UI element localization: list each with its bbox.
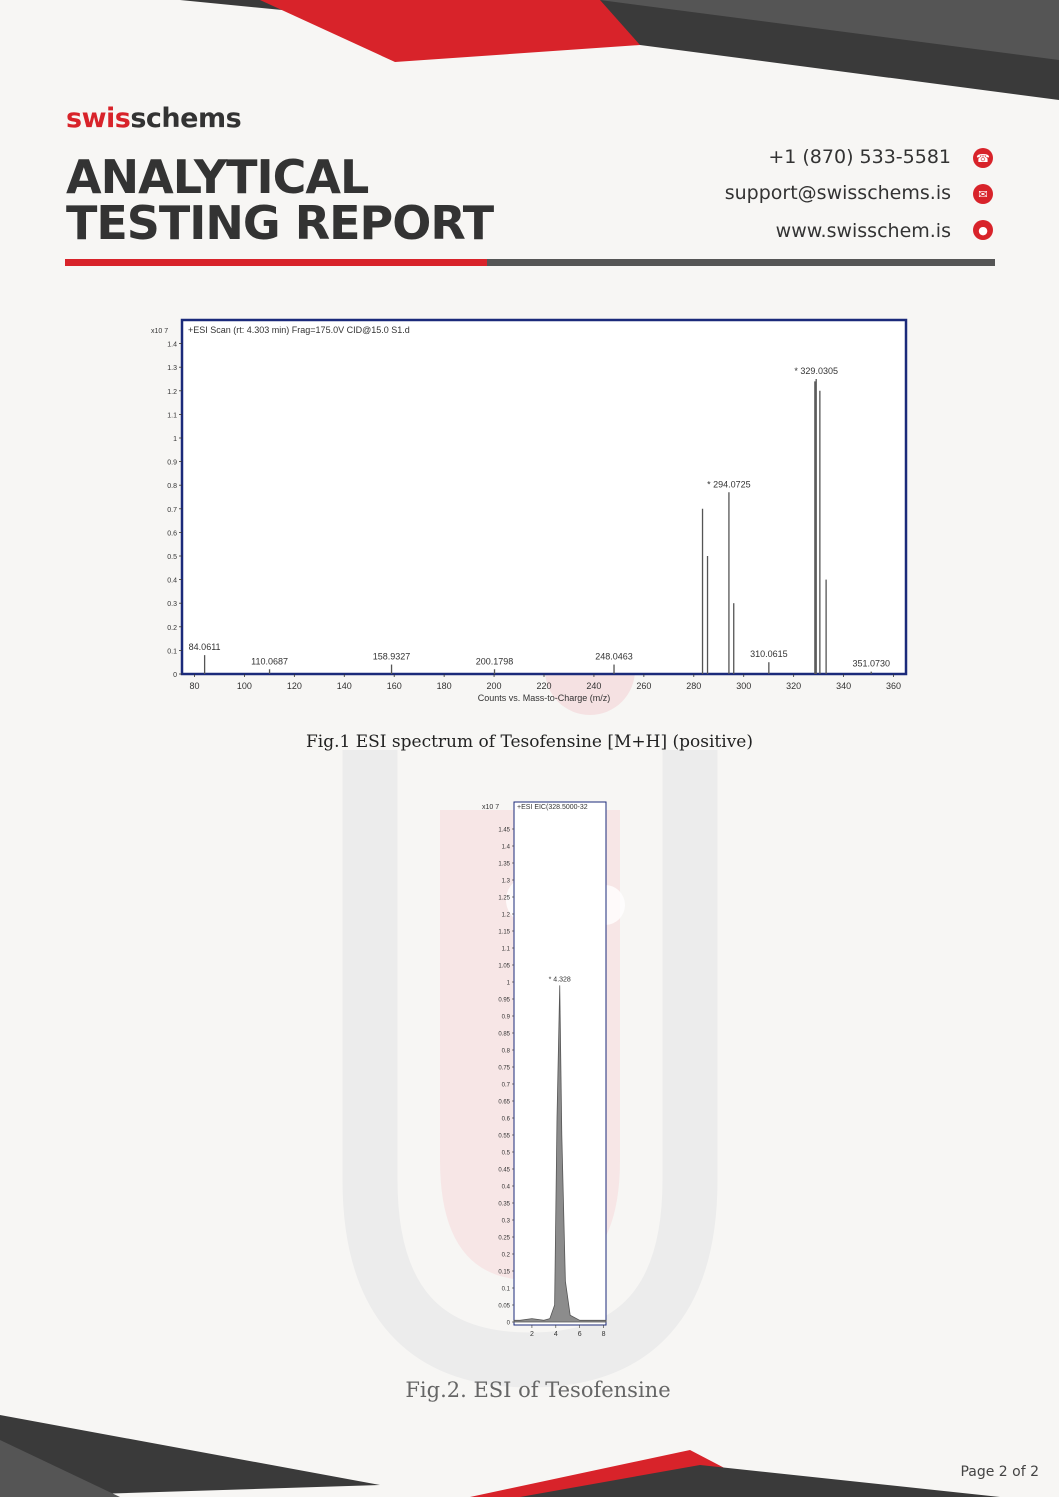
fig1-x-tick-label: 120 — [286, 681, 302, 691]
fig1-y-tick-label: 0.4 — [167, 577, 177, 585]
fig1-y-tick-label: 1.3 — [167, 365, 177, 373]
fig1-x-tick-label: 340 — [836, 681, 852, 691]
fig2-title: +ESI EIC(328.5000-32 — [517, 804, 588, 811]
header-decoration — [0, 0, 1059, 110]
page-number: Page 2 of 2 — [960, 1464, 1039, 1480]
fig1-peak-label: 158.9327 — [372, 651, 411, 662]
fig1-x-tick-label: 280 — [686, 681, 702, 691]
fig1-y-tick-label: 1.2 — [167, 388, 177, 396]
fig1-y-tick-label: 0 — [173, 672, 177, 679]
fig2-y-tick-label: 1.45 — [498, 827, 510, 834]
fig2-y-tick-label: 0.9 — [501, 1014, 510, 1021]
report-title-line1: ANALYTICAL — [66, 150, 369, 204]
fig2-y-tick-label: 0.4 — [501, 1184, 510, 1191]
fig2-x-tick-label: 8 — [601, 1331, 606, 1338]
footer-decoration — [0, 1410, 1059, 1497]
fig2-y-tick-label: 1.05 — [498, 963, 510, 970]
fig1-y-tick-label: 0.9 — [167, 459, 177, 467]
fig1-x-tick-label: 180 — [436, 681, 452, 691]
brand-part3: schems — [130, 103, 242, 134]
fig1-peak-label: * 294.0725 — [707, 479, 751, 490]
fig2-y-tick-label: 0.85 — [498, 1031, 510, 1038]
fig2-y-tick-label: 1.15 — [498, 929, 510, 936]
fig2-y-tick-label: 1.35 — [498, 861, 510, 868]
brand-logo — [66, 103, 241, 134]
fig1-peak-label: 351.0730 — [852, 658, 891, 669]
header-divider — [65, 259, 995, 266]
fig1-peak-label: 248.0463 — [595, 651, 633, 662]
fig2-x-tick-label: 4 — [553, 1331, 558, 1338]
fig2-y-tick-label: 0.5 — [501, 1150, 510, 1157]
fig2-y-tick-label: 0.1 — [501, 1286, 510, 1293]
fig1-peak-label: 200.1798 — [475, 656, 514, 667]
fig1-x-tick-label: 80 — [189, 681, 200, 691]
fig2-y-tick-label: 0.7 — [501, 1082, 510, 1089]
fig2-y-tick-label: 0.95 — [498, 997, 510, 1004]
fig1-x-label: Counts vs. Mass-to-Charge (m/z) — [477, 693, 611, 703]
fig2-y-tick-label: 0.8 — [501, 1048, 510, 1055]
figure2-caption: Fig.2. ESI of Tesofensine — [405, 1378, 671, 1402]
fig2-y-tick-label: 0.35 — [498, 1201, 510, 1208]
fig1-peak-label: * 329.0305 — [794, 366, 838, 376]
fig1-x-tick-label: 160 — [386, 681, 402, 691]
fig1-x-tick-label: 220 — [536, 681, 552, 691]
fig1-peak-label: 84.0611 — [188, 642, 221, 653]
fig2-y-tick-label: 0.45 — [498, 1167, 510, 1174]
fig2-y-tick-label: 1.4 — [501, 844, 510, 851]
fig1-y-tick-label: 0.3 — [167, 601, 177, 609]
fig1-x-tick-label: 360 — [886, 681, 902, 691]
contact-email: support@swisschems.is — [724, 182, 951, 204]
fig1-x-tick-label: 200 — [486, 681, 502, 691]
brand-part1: swi — [66, 103, 115, 134]
figure1-caption: Fig.1 ESI spectrum of Tesofensine [M+H] (positive) — [306, 732, 753, 752]
fig2-y-tick-label: 1.3 — [501, 878, 510, 885]
fig1-title: +ESI Scan (rt: 4.303 min) Frag=175.0V CID@15.0 S1.d — [188, 325, 410, 335]
fig2-y-tick-label: 1.2 — [501, 912, 510, 919]
fig1-y-tick-label: 0.6 — [167, 530, 177, 538]
report-title-line2: TESTING REPORT — [66, 196, 494, 250]
fig1-y-tick-label: 0.8 — [167, 483, 177, 491]
fig1-peak-label: 110.0687 — [251, 656, 288, 667]
contact-web: www.swisschem.is — [775, 220, 951, 242]
contact-phone: +1 (870) 533-5581 — [768, 146, 951, 168]
fig1-x-tick-label: 300 — [736, 681, 752, 691]
brand-part2: s — [114, 103, 131, 134]
fig1-y-tick-label: 1.4 — [167, 341, 177, 349]
fig2-x-tick-label: 6 — [577, 1331, 582, 1338]
fig2-y-tick-label: 0.6 — [501, 1116, 510, 1123]
fig2-y-tick-label: 1 — [506, 980, 510, 987]
fig1-y-tick-label: 1.1 — [167, 412, 177, 420]
fig1-y-tick-label: 1 — [173, 436, 177, 443]
fig2-x-tick-label: 2 — [529, 1331, 534, 1338]
fig2-y-tick-label: 0.15 — [498, 1269, 510, 1276]
fig2-y-tick-label: 0.55 — [498, 1133, 510, 1140]
fig2-y-tick-label: 0.65 — [498, 1099, 510, 1106]
fig2-peak-label: * 4.328 — [548, 976, 571, 984]
fig2-y-scale: x10 7 — [482, 804, 500, 811]
fig1-x-tick-label: 240 — [586, 681, 602, 691]
fig2-y-tick-label: 0.3 — [501, 1218, 510, 1225]
fig2-y-tick-label: 1.25 — [498, 895, 510, 902]
fig1-x-tick-label: 320 — [786, 681, 802, 691]
phone-icon: ☎ — [973, 148, 993, 168]
fig2-y-tick-label: 1.1 — [501, 946, 510, 953]
fig1-y-tick-label: 0.5 — [167, 554, 177, 561]
fig1-y-scale: x10 7 — [151, 328, 169, 335]
mail-icon: ✉ — [973, 184, 993, 204]
figure1-chart — [145, 316, 925, 708]
fig2-y-tick-label: 0.05 — [498, 1303, 510, 1310]
fig1-y-tick-label: 0.7 — [167, 506, 177, 514]
figure2-chart — [478, 798, 613, 1343]
fig1-y-tick-label: 0.2 — [167, 624, 177, 632]
fig1-x-tick-label: 100 — [236, 681, 252, 691]
fig1-x-tick-label: 260 — [636, 681, 652, 691]
fig1-y-tick-label: 0.1 — [167, 648, 177, 656]
fig1-peak-label: 310.0615 — [750, 649, 788, 660]
fig2-y-tick-label: 0.2 — [501, 1252, 510, 1259]
fig2-y-tick-label: 0.25 — [498, 1235, 510, 1242]
globe-icon: ● — [973, 220, 993, 240]
fig2-y-tick-label: 0.75 — [498, 1065, 510, 1072]
fig2-y-tick-label: 0 — [506, 1320, 510, 1327]
fig1-x-tick-label: 140 — [336, 681, 352, 691]
